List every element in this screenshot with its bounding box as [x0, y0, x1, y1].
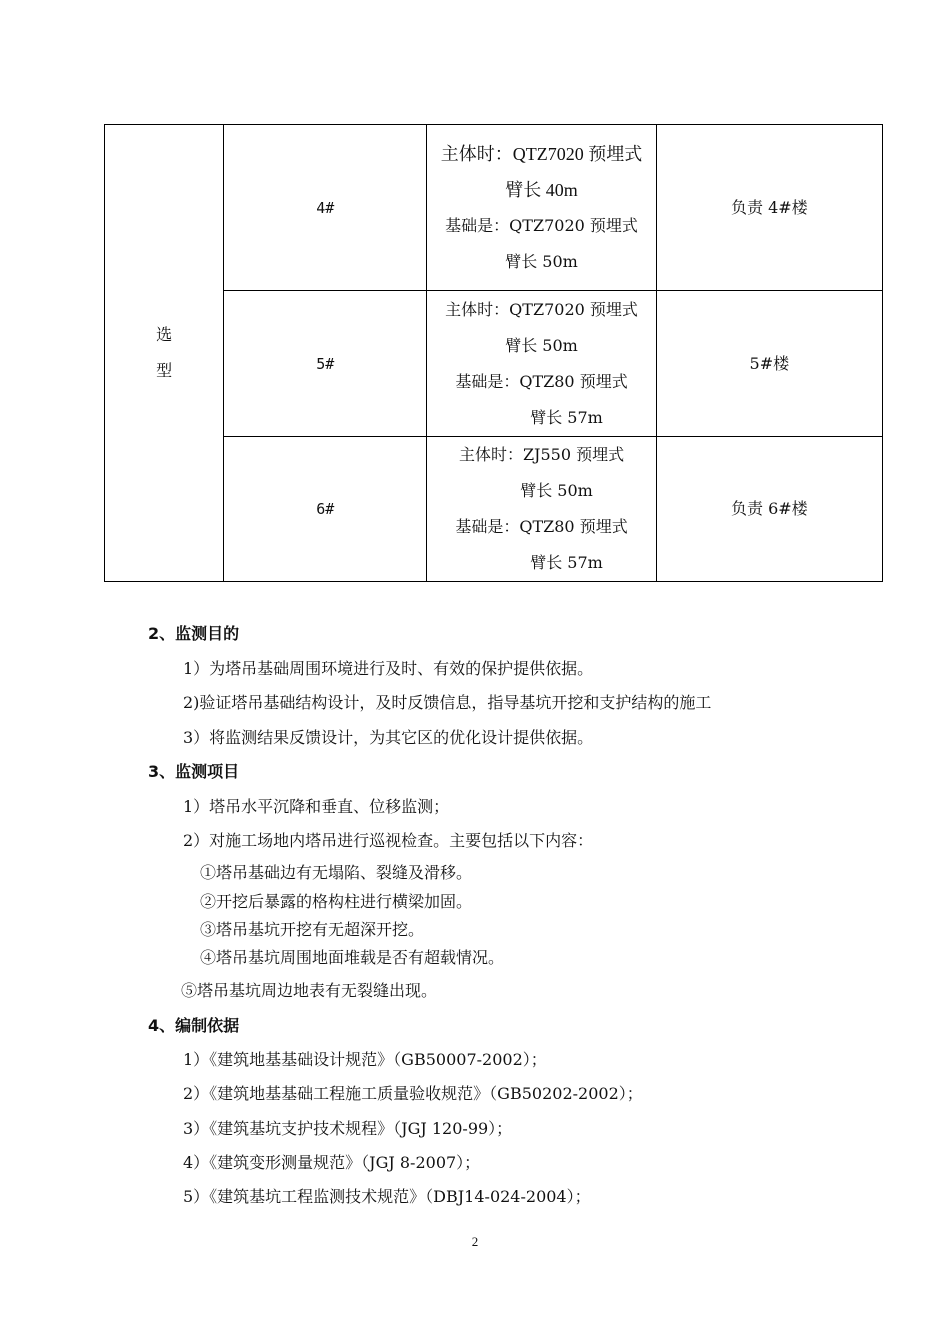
section-heading: 2、监测目的	[148, 624, 240, 643]
list-item: 1）为塔吊基础周围环境进行及时、有效的保护提供依据。	[183, 659, 594, 678]
reference-item: 4）《建筑变形测量规范》（JGJ 8-2007）；	[183, 1153, 481, 1172]
spec-line: 臂长 40m	[505, 179, 578, 200]
crane-id-cell: 6#	[224, 436, 427, 581]
list-item: 1）塔吊水平沉降和垂直、位移监测；	[183, 797, 450, 816]
reference-item: 2）《建筑地基基础工程施工质量验收规范》（GB50202-2002）；	[183, 1084, 643, 1103]
check-item: ①塔吊基础边有无塌陷、裂缝及滑移。	[200, 863, 473, 882]
selection-header-char: 型	[156, 361, 173, 380]
crane-id-cell: 4#	[224, 125, 427, 291]
list-item: 3）将监测结果反馈设计，为其它区的优化设计提供依据。	[183, 728, 594, 747]
spec-line: 基础是：QTZ80 预埋式	[455, 516, 628, 536]
check-item: ⑤塔吊基坑周边地表有无裂缝出现。	[181, 981, 438, 1000]
crane-spec-cell	[427, 436, 656, 581]
crane-spec-cell	[427, 125, 656, 291]
check-item: ③塔吊基坑开挖有无超深开挖。	[200, 920, 425, 939]
crane-selection-table	[104, 124, 883, 582]
section-heading: 4、编制依据	[148, 1016, 240, 1035]
spec-line: 主体时：ZJ550 预埋式	[458, 444, 625, 464]
check-item: ②开挖后暴露的格构柱进行横梁加固。	[200, 892, 473, 911]
list-item: 2）对施工场地内塔吊进行巡视检查。主要包括以下内容：	[183, 831, 594, 850]
crane-duty-cell: 5#楼	[656, 291, 882, 436]
spec-line: 臂长 50m	[520, 480, 593, 500]
spec-line: 基础是：QTZ7020 预埋式	[445, 215, 638, 235]
spec-line: 臂长 50m	[505, 251, 578, 271]
check-item: ④塔吊基坑周围地面堆载是否有超载情况。	[200, 948, 505, 967]
spec-line: 臂长 50m	[505, 335, 578, 355]
page-number: 2	[471, 1234, 479, 1249]
spec-line: 主体时：QTZ7020 预埋式	[445, 299, 638, 319]
spec-line: 主体时：QTZ7020 预埋式	[440, 143, 643, 164]
crane-duty-cell: 负责 6#楼	[656, 436, 882, 581]
spec-line: 臂长 57m	[530, 407, 603, 427]
section-heading: 3、监测项目	[148, 762, 240, 781]
selection-header-char: 选	[156, 325, 173, 344]
table-row	[105, 125, 883, 291]
crane-id-cell: 5#	[224, 291, 427, 436]
selection-header-cell	[105, 125, 224, 582]
crane-duty-cell: 负责 4#楼	[656, 125, 882, 291]
reference-item: 3）《建筑基坑支护技术规程》（JGJ 120-99）；	[183, 1119, 513, 1138]
crane-spec-cell	[427, 291, 656, 436]
list-item: 2)验证塔吊基础结构设计，及时反馈信息，指导基坑开挖和支护结构的施工	[183, 693, 712, 712]
spec-line: 基础是：QTZ80 预埋式	[455, 371, 628, 391]
reference-item: 5）《建筑基坑工程监测技术规范》（DBJ14-024-2004）；	[183, 1187, 591, 1206]
reference-item: 1）《建筑地基基础设计规范》（GB50007-2002）；	[183, 1050, 547, 1069]
spec-line: 臂长 57m	[530, 552, 603, 572]
